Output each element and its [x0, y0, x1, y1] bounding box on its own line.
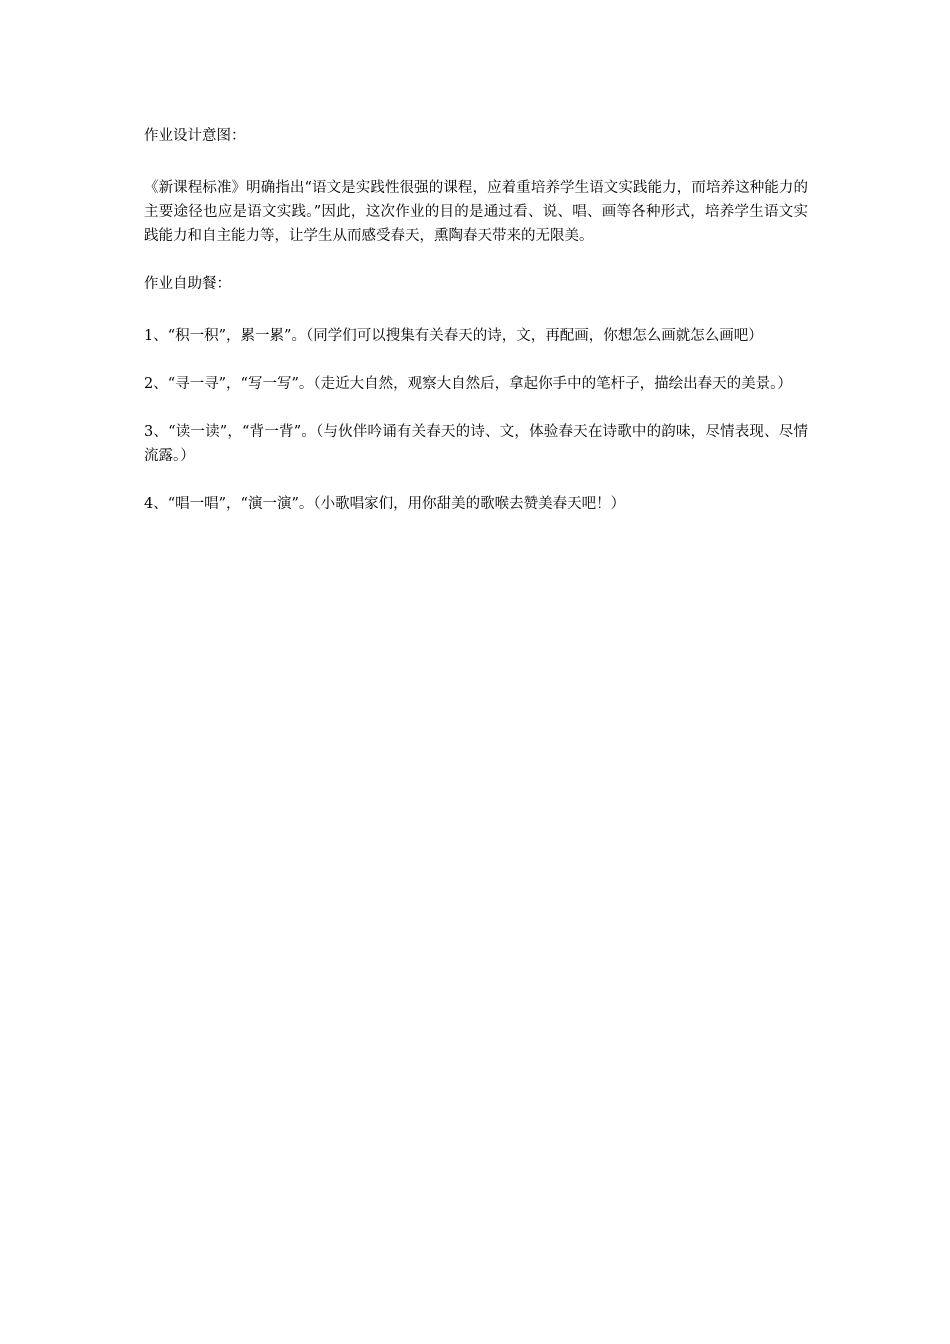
- homework-item-4: 4、“唱一唱”，“演一演”。（小歌唱家们，用你甜美的歌喉去赞美春天吧！）: [144, 496, 626, 512]
- homework-item-3: 3、“读一读”，“背一背”。（与伙伴吟诵有关春天的诗、文，体验春天在诗歌中的韵味，尽情表现、尽情流露。）: [144, 424, 808, 464]
- homework-buffet-heading: 作业自助餐：: [144, 276, 231, 292]
- design-intent-heading: 作业设计意图：: [144, 128, 246, 144]
- homework-item-2: 2、“寻一寻”，“写一写”。（走近大自然，观察大自然后，拿起你手中的笔杆子，描绘出春天的美景。）: [144, 376, 792, 392]
- design-intent-paragraph: 《新课程标准》明确指出“语文是实践性很强的课程，应着重培养学生语文实践能力，而培养这种能力的主要途径也应是语文实践。”因此，这次作业的目的是通过看、说、唱、画等各种形式，培养学生语文实践能力和自主能力等，让学生从而感受春天，熏陶春天带来的无限美。: [144, 180, 808, 244]
- document-body: [144, 124, 808, 540]
- homework-item-1: 1、“积一积”，累一累”。（同学们可以搜集有关春天的诗，文，再配画，你想怎么画就怎么画吧）: [144, 328, 763, 344]
